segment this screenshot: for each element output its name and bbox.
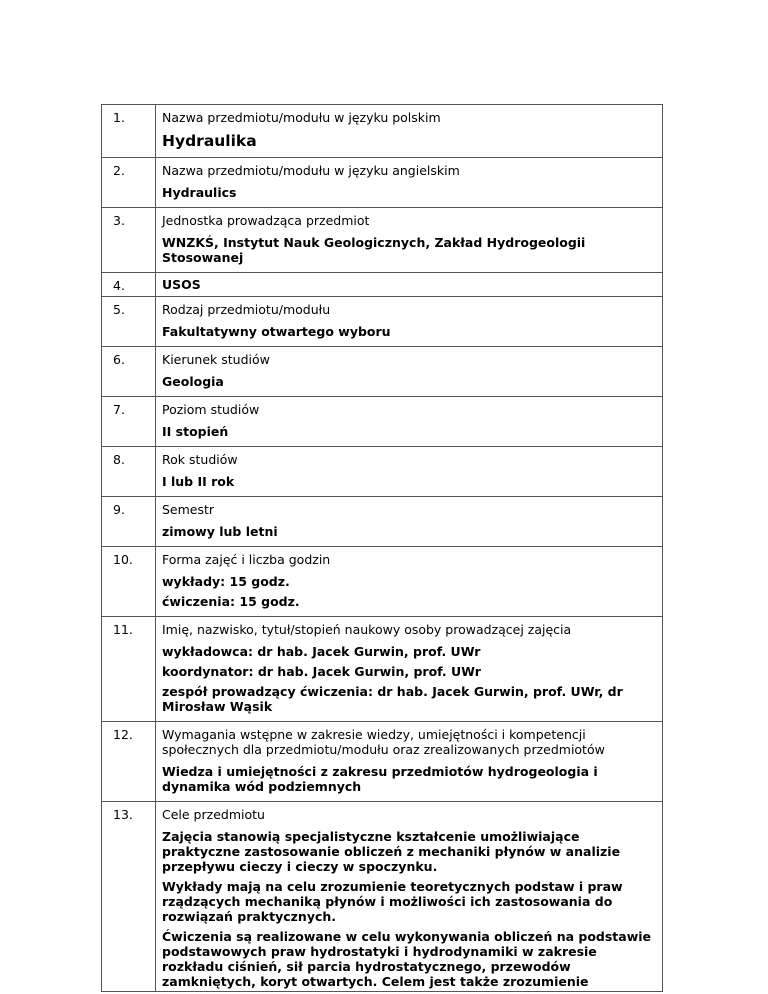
row-content <box>156 347 663 397</box>
field-label: Semestr <box>162 502 215 517</box>
row-number: 4. <box>102 273 156 297</box>
study-level: II stopień <box>162 424 229 439</box>
row-number: 12. <box>102 722 156 802</box>
row-content <box>156 273 663 297</box>
prerequisites: Wiedza i umiejętności z zakresu przedmiotów hydrogeologia i dynamika wód podziemnych <box>162 764 598 794</box>
row-content <box>156 547 663 617</box>
table-row <box>102 802 663 992</box>
field-label: Cele przedmiotu <box>162 807 265 822</box>
row-number: 11. <box>102 617 156 722</box>
semester: zimowy lub letni <box>162 524 278 539</box>
field-label: Nazwa przedmiotu/modułu w języku angielskim <box>162 163 460 178</box>
row-content <box>156 397 663 447</box>
row-number: 5. <box>102 297 156 347</box>
field-label: Wymagania wstępne w zakresie wiedzy, umiejętności i kompetencji społecznych dla przedmiotu/modułu oraz zrealizowanych przedmiotów <box>162 727 605 757</box>
row-number: 8. <box>102 447 156 497</box>
table-row <box>102 347 663 397</box>
row-number: 6. <box>102 347 156 397</box>
exercise-team: zespół prowadzący ćwiczenia: dr hab. Jacek Gurwin, prof. UWr, dr Mirosław Wąsik <box>162 684 623 714</box>
syllabus-table <box>101 104 663 992</box>
field-label: Nazwa przedmiotu/modułu w języku polskim <box>162 110 441 125</box>
table-row <box>102 158 663 208</box>
row-number: 10. <box>102 547 156 617</box>
lecture-goal: Wykłady mają na celu zrozumienie teoretycznych podstaw i praw rządzących mechaniką płynów i możliwości ich zastosowania do rozwiązań praktycznych. <box>162 879 623 924</box>
row-content <box>156 722 663 802</box>
row-number: 2. <box>102 158 156 208</box>
row-content <box>156 617 663 722</box>
field-label: Rodzaj przedmiotu/modułu <box>162 302 331 317</box>
row-content <box>156 447 663 497</box>
table-row <box>102 497 663 547</box>
table-row <box>102 273 663 297</box>
lecture-hours: wykłady: 15 godz. <box>162 574 290 589</box>
table-row <box>102 105 663 158</box>
row-content <box>156 158 663 208</box>
field-label: Jednostka prowadząca przedmiot <box>162 213 370 228</box>
row-content <box>156 497 663 547</box>
row-number: 3. <box>102 208 156 273</box>
field-label: Rok studiów <box>162 452 238 467</box>
lecturer: wykładowca: dr hab. Jacek Gurwin, prof. UWr <box>162 644 481 659</box>
table-row <box>102 547 663 617</box>
field-label: Imię, nazwisko, tytuł/stopień naukowy osoby prowadzącej zajęcia <box>162 622 572 637</box>
exercise-hours: ćwiczenia: 15 godz. <box>162 594 300 609</box>
table-row <box>102 208 663 273</box>
row-number: 13. <box>102 802 156 992</box>
row-content <box>156 208 663 273</box>
field-label: Kierunek studiów <box>162 352 270 367</box>
table-row <box>102 447 663 497</box>
coordinator: koordynator: dr hab. Jacek Gurwin, prof. UWr <box>162 664 481 679</box>
table-row <box>102 722 663 802</box>
course-goal: Zajęcia stanowią specjalistyczne kształcenie umożliwiające praktyczne zastosowanie obliczeń z mechaniki płynów w analizie przepływu cieczy i cieczy w spoczynku. <box>162 829 621 874</box>
course-name-pl: Hydraulika <box>162 132 257 150</box>
row-number: 7. <box>102 397 156 447</box>
table-row <box>102 617 663 722</box>
exercise-goal: Ćwiczenia są realizowane w celu wykonywania obliczeń na podstawie podstawowych praw hydrostatyki i hydrodynamiki w zakresie rozkładu ciśnień, sił parcia hydrostatycznego, przewodów zamkniętych, koryt otwartych. Celem jest także zrozumienie <box>162 929 652 989</box>
course-type: Fakultatywny otwartego wyboru <box>162 324 391 339</box>
field-label: Poziom studiów <box>162 402 260 417</box>
row-number: 9. <box>102 497 156 547</box>
usos-code: USOS <box>162 277 201 292</box>
row-content <box>156 105 663 158</box>
unit-name: WNZKŚ, Instytut Nauk Geologicznych, Zakład Hydrogeologii Stosowanej <box>162 235 586 265</box>
table-row <box>102 297 663 347</box>
study-year: I lub II rok <box>162 474 235 489</box>
table-row <box>102 397 663 447</box>
field-label: Forma zajęć i liczba godzin <box>162 552 331 567</box>
row-content <box>156 802 663 992</box>
row-number: 1. <box>102 105 156 158</box>
field-of-study: Geologia <box>162 374 224 389</box>
course-name-en: Hydraulics <box>162 185 237 200</box>
row-content <box>156 297 663 347</box>
